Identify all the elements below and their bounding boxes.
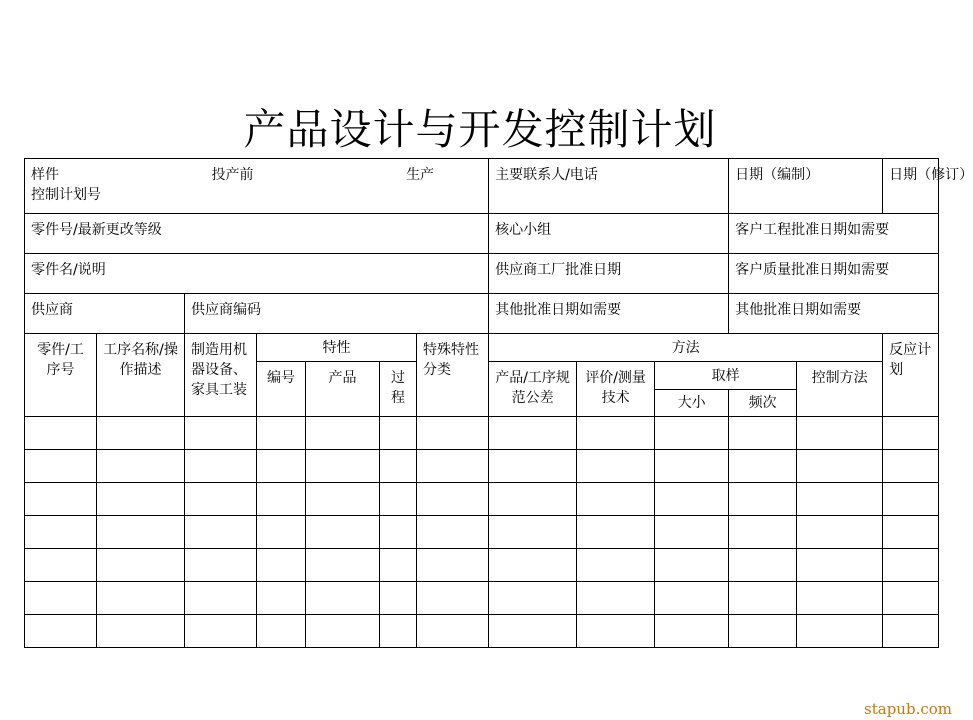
date-revised-label: 日期（修订）	[883, 159, 939, 214]
table-cell	[883, 450, 939, 483]
table-cell	[306, 615, 380, 648]
table-cell	[883, 516, 939, 549]
table-cell	[25, 417, 97, 450]
table-row	[25, 615, 939, 648]
other-approval-label-2: 其他批准日期如需要	[729, 294, 939, 334]
table-cell	[185, 582, 257, 615]
table-cell	[257, 516, 306, 549]
table-cell	[25, 549, 97, 582]
table-cell	[257, 615, 306, 648]
table-cell	[417, 417, 489, 450]
table-cell	[380, 549, 417, 582]
header-row-1	[25, 159, 939, 214]
watermark-text[interactable]: stapub.com	[864, 700, 952, 718]
core-team-label: 核心小组	[489, 214, 729, 254]
table-cell	[655, 450, 729, 483]
table-cell	[417, 516, 489, 549]
col-machine: 制造用机器设备、家具工装	[185, 334, 257, 417]
col-sample-frequency: 频次	[729, 390, 797, 417]
table-cell	[306, 483, 380, 516]
table-cell	[729, 549, 797, 582]
table-cell	[489, 549, 577, 582]
table-cell	[25, 516, 97, 549]
production-label: 生产	[406, 167, 435, 183]
table-cell	[306, 450, 380, 483]
table-cell	[417, 582, 489, 615]
table-cell	[185, 450, 257, 483]
table-cell	[655, 615, 729, 648]
table-cell	[257, 483, 306, 516]
col-part-process-no: 零件/工序号	[25, 334, 97, 417]
table-cell	[257, 582, 306, 615]
table-cell	[417, 549, 489, 582]
table-cell	[655, 516, 729, 549]
supplier-plant-approval-label: 供应商工厂批准日期	[489, 254, 729, 294]
table-cell	[185, 516, 257, 549]
control-plan-table	[24, 158, 973, 648]
table-cell	[380, 582, 417, 615]
table-cell	[489, 417, 577, 450]
table-cell	[797, 615, 883, 648]
table-cell	[380, 483, 417, 516]
other-approval-label: 其他批准日期如需要	[489, 294, 729, 334]
table-cell	[729, 516, 797, 549]
table-cell	[655, 549, 729, 582]
table-cell	[185, 483, 257, 516]
table-row	[25, 516, 939, 549]
table-cell	[729, 417, 797, 450]
supplier-code-label: 供应商编码	[185, 294, 489, 334]
table-cell	[417, 450, 489, 483]
date-prepared-label: 日期（编制）	[729, 159, 883, 214]
table-cell	[97, 483, 185, 516]
contact-label: 主要联系人/电话	[489, 159, 729, 214]
table-cell	[380, 417, 417, 450]
table-cell	[577, 615, 655, 648]
table-cell	[489, 516, 577, 549]
table-cell	[25, 615, 97, 648]
table-row	[25, 549, 939, 582]
col-special-class: 特殊特性分类	[417, 334, 489, 417]
table-cell	[380, 615, 417, 648]
table-cell	[577, 582, 655, 615]
table-cell	[306, 516, 380, 549]
table-cell	[306, 417, 380, 450]
table-cell	[380, 516, 417, 549]
customer-engineering-approval-label: 客户工程批准日期如需要	[729, 214, 939, 254]
table-cell	[729, 450, 797, 483]
table-row	[25, 582, 939, 615]
table-cell	[257, 549, 306, 582]
column-header-row-a	[25, 334, 939, 362]
table-cell	[489, 582, 577, 615]
table-cell	[577, 516, 655, 549]
table-cell	[306, 582, 380, 615]
table-cell	[797, 417, 883, 450]
table-cell	[185, 417, 257, 450]
sample-label: 样件	[31, 167, 59, 183]
table-cell	[883, 483, 939, 516]
table-cell	[380, 450, 417, 483]
table-cell	[97, 582, 185, 615]
table-row	[25, 417, 939, 450]
table-cell	[489, 483, 577, 516]
table-cell	[797, 450, 883, 483]
table-cell	[729, 582, 797, 615]
col-control-method: 控制方法	[797, 362, 883, 417]
table-cell	[797, 483, 883, 516]
table-cell	[417, 615, 489, 648]
col-characteristics: 特性	[257, 334, 417, 362]
header-row-4	[25, 294, 939, 334]
table-cell	[797, 549, 883, 582]
table-cell	[306, 549, 380, 582]
table-cell	[97, 450, 185, 483]
table-cell	[655, 483, 729, 516]
col-char-process: 过程	[380, 362, 417, 417]
table-cell	[25, 450, 97, 483]
col-spec-tolerance: 产品/工序规范公差	[489, 362, 577, 417]
table-cell	[185, 549, 257, 582]
col-measurement: 评价/测量技术	[577, 362, 655, 417]
table-cell	[25, 582, 97, 615]
table-cell	[883, 549, 939, 582]
table-cell	[729, 615, 797, 648]
control-plan-number-label: 控制计划号	[31, 187, 101, 203]
col-process-name: 工序名称/操作描述	[97, 334, 185, 417]
table-cell	[257, 450, 306, 483]
table-cell	[185, 615, 257, 648]
table-cell	[97, 615, 185, 648]
page-title: 产品设计与开发控制计划	[243, 105, 717, 154]
table-cell	[655, 417, 729, 450]
table-cell	[655, 582, 729, 615]
header-row-3	[25, 254, 939, 294]
plan-type-cell	[25, 159, 489, 214]
col-sample: 取样	[655, 362, 797, 390]
customer-quality-approval-label: 客户质量批准日期如需要	[729, 254, 939, 294]
table-cell	[797, 582, 883, 615]
col-sample-size: 大小	[655, 390, 729, 417]
table-cell	[883, 417, 939, 450]
table-cell	[797, 516, 883, 549]
table-cell	[257, 417, 306, 450]
table-cell	[97, 417, 185, 450]
table-cell	[883, 582, 939, 615]
table-cell	[417, 483, 489, 516]
table-cell	[97, 549, 185, 582]
table-cell	[489, 450, 577, 483]
table-cell	[729, 483, 797, 516]
table-cell	[489, 615, 577, 648]
table-cell	[577, 450, 655, 483]
table-cell	[883, 615, 939, 648]
header-row-2	[25, 214, 939, 254]
table-cell	[577, 549, 655, 582]
part-number-label: 零件号/最新更改等级	[25, 214, 489, 254]
col-char-number: 编号	[257, 362, 306, 417]
part-name-label: 零件名/说明	[25, 254, 489, 294]
table-cell	[97, 516, 185, 549]
table-row	[25, 450, 939, 483]
col-reaction-plan: 反应计划	[883, 334, 939, 417]
prelaunch-label: 投产前	[211, 167, 254, 183]
table-cell	[577, 483, 655, 516]
table-cell	[577, 417, 655, 450]
supplier-label: 供应商	[25, 294, 185, 334]
col-char-product: 产品	[306, 362, 380, 417]
table-row	[25, 483, 939, 516]
table-cell	[25, 483, 97, 516]
col-methods: 方法	[489, 334, 883, 362]
